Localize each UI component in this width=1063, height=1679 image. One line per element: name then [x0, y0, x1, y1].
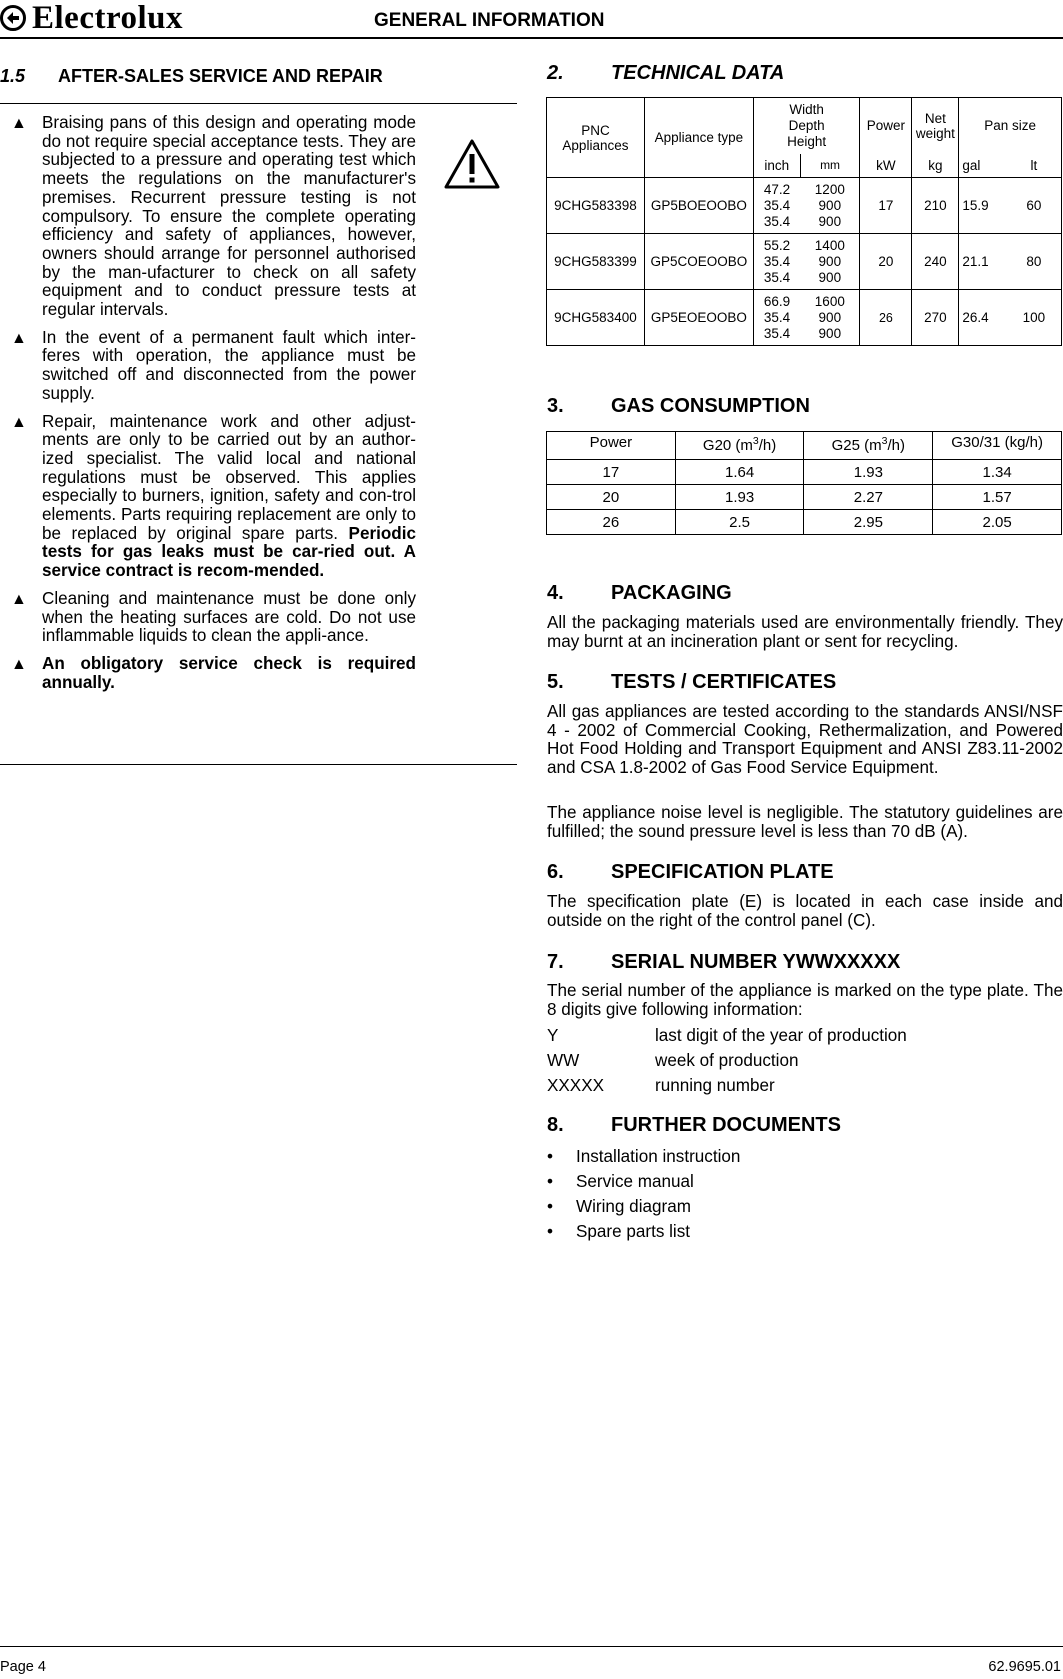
list-item: [11, 413, 416, 581]
cell-g25: 1.93: [804, 460, 933, 485]
unit-kg: kg: [912, 154, 959, 178]
header-text: G25 (m: [831, 437, 882, 454]
cell-inch: [753, 234, 800, 290]
footer-divider: [0, 1646, 1063, 1647]
cell-kw: 17: [860, 178, 912, 234]
bullet-dot: •: [547, 1222, 553, 1241]
electrolux-logo-icon: [0, 5, 26, 31]
dim-label: Height: [787, 133, 827, 149]
list-item: [547, 1194, 740, 1219]
serial-text: The serial number of the appliance is marked on the type plate. The 8 digits give following information:: [547, 981, 1063, 1019]
cell-g25: 2.27: [804, 485, 933, 510]
section-title: PACKAGING: [611, 582, 732, 604]
cell-inch: [753, 178, 800, 234]
cell-value: 66.9: [763, 293, 791, 309]
cell-kg: 270: [912, 290, 959, 346]
section-title: FURTHER DOCUMENTS: [611, 1114, 841, 1136]
col-header-power: Power: [547, 432, 676, 460]
section-number: 3.: [547, 395, 564, 417]
cell-gal: 21.1: [959, 234, 1007, 290]
header-divider: [0, 37, 1063, 39]
service-bullet-list: [11, 114, 416, 701]
cell-value: 900: [818, 253, 842, 269]
cell-value: 900: [818, 325, 842, 341]
cell-inch: [753, 290, 800, 346]
tests-paragraph-1: All gas appliances are tested according to the standards ANSI/NSF 4 - 2002 of Commercial Cooking, Rethermalization, and Powered Hot Food Holding and Transport Equipment and ANSI Z83.11-2002 and CSA 1.8-2002 of Gas Food Service Equipment.: [547, 702, 1063, 778]
table-row: [547, 510, 1062, 535]
cell-power: 20: [547, 485, 676, 510]
doc-name: Service manual: [576, 1172, 694, 1191]
section-number: 7.: [547, 951, 564, 973]
list-item: [11, 590, 416, 646]
unit-lt: lt: [1007, 154, 1062, 178]
cell-pnc: 9CHG583400: [547, 290, 645, 346]
header-superscript: 3: [752, 435, 759, 447]
tests-paragraph-2: The appliance noise level is negligible. The statutory guidelines are fulfilled; the sound pressure level is less than 70 dB (A).: [547, 803, 1063, 841]
unit-kw: kW: [860, 154, 912, 178]
cell-value: 900: [818, 269, 842, 285]
list-item: [547, 1023, 1047, 1048]
cell-kg: 240: [912, 234, 959, 290]
spec-plate-text: The specification plate (E) is located in each case inside and outside on the right of the control panel (C).: [547, 892, 1063, 930]
dim-label: Depth: [788, 117, 825, 133]
cell-type: GP5EOEOOBO: [644, 290, 753, 346]
technical-data-table: [546, 97, 1062, 346]
list-item: [11, 114, 416, 320]
cell-kw: 20: [860, 234, 912, 290]
cell-value: 1200: [814, 181, 845, 197]
header-text: /h): [887, 437, 906, 454]
gas-consumption-table: [546, 431, 1062, 535]
cell-pnc: 9CHG583399: [547, 234, 645, 290]
cell-mm: [800, 234, 860, 290]
packaging-heading: [547, 582, 732, 605]
cell-value: 55.2: [763, 237, 791, 253]
cell-g30: 1.57: [933, 485, 1062, 510]
header-text: G20 (m: [702, 437, 753, 454]
brand-logo: [0, 0, 183, 36]
cell-value: 1600: [814, 293, 845, 309]
col-header-power: Power: [860, 98, 912, 154]
section-title: TECHNICAL DATA: [611, 62, 785, 84]
further-docs-list: [547, 1144, 740, 1244]
col-header-pnc: PNC Appliances: [547, 98, 645, 178]
section-number: 4.: [547, 582, 564, 604]
unit-gal: gal: [959, 154, 1007, 178]
serial-key: XXXXX: [547, 1076, 605, 1095]
bullet-bold-text: Periodic tests for gas leaks must be car-ried out. A service contract is recom-mended.: [42, 523, 416, 581]
cell-value: 35.4: [763, 269, 791, 285]
col-header-weight: Net weight: [912, 98, 959, 154]
serial-legend: [547, 1023, 1047, 1098]
triangle-bullet-icon: ▲: [11, 329, 27, 347]
list-item: [11, 329, 416, 404]
gas-consumption-heading: [547, 395, 810, 418]
section-title: SERIAL NUMBER YWWXXXXX: [611, 951, 901, 973]
table-row: [547, 290, 1062, 346]
section-title: GAS CONSUMPTION: [611, 395, 810, 417]
bullet-dot: •: [547, 1147, 553, 1166]
cell-g20: 1.93: [675, 485, 804, 510]
serial-key: WW: [547, 1051, 580, 1070]
cell-gal: 26.4: [959, 290, 1007, 346]
list-item: [547, 1169, 740, 1194]
doc-name: Wiring diagram: [576, 1197, 691, 1216]
section-number: 8.: [547, 1114, 564, 1136]
table-row: [547, 178, 1062, 234]
cell-mm: [800, 178, 860, 234]
col-header-dims: [753, 98, 860, 154]
list-item: [547, 1048, 1047, 1073]
col-header-type: Appliance type: [644, 98, 753, 178]
cell-g25: 2.95: [804, 510, 933, 535]
table-row: [547, 234, 1062, 290]
bullet-dot: •: [547, 1197, 553, 1216]
cell-lt: 80: [1007, 234, 1062, 290]
col-header-g30: G30/31 (kg/h): [933, 432, 1062, 460]
serial-heading: [547, 951, 900, 974]
triangle-bullet-icon: ▲: [11, 590, 27, 608]
cell-type: GP5BOEOOBO: [644, 178, 753, 234]
warning-icon: [443, 138, 501, 190]
table-row: [547, 460, 1062, 485]
list-item: [11, 655, 416, 692]
cell-lt: 100: [1007, 290, 1062, 346]
serial-key: Y: [547, 1026, 559, 1045]
section-number: 5.: [547, 671, 564, 693]
cell-value: 1400: [814, 237, 845, 253]
doc-name: Spare parts list: [576, 1222, 691, 1241]
section-title: SPECIFICATION PLATE: [611, 861, 834, 883]
cell-g20: 2.5: [675, 510, 804, 535]
unit-mm: mm: [800, 154, 860, 178]
col-header-g20: [675, 432, 804, 460]
cell-value: 35.4: [763, 325, 791, 341]
section-1-5-heading: [0, 66, 383, 87]
cell-pnc: 9CHG583398: [547, 178, 645, 234]
triangle-bullet-icon: ▲: [11, 655, 27, 673]
cell-value: 900: [818, 309, 842, 325]
cell-power: 26: [547, 510, 676, 535]
cell-type: GP5COEOOBO: [644, 234, 753, 290]
further-docs-heading: [547, 1114, 841, 1137]
cell-value: 35.4: [763, 309, 791, 325]
cell-lt: 60: [1007, 178, 1062, 234]
triangle-bullet-icon: ▲: [11, 413, 27, 431]
col-header-g25: [804, 432, 933, 460]
section-number: 6.: [547, 861, 564, 883]
tests-heading: [547, 671, 836, 694]
section-divider: [0, 103, 517, 104]
cell-g20: 1.64: [675, 460, 804, 485]
bullet-text: Braising pans of this design and operating mode do not require special acceptance tests. They are subjected to a pressure and operating test which meets the regulations on the manufacturer's premises. Recurrent pressure testing is not compulsory. To ensure the complete operating efficiency and safety of appliances, however, owners should arrange for personnel authorised by the man-ufacturer to check on all safety equipment and to conduct pressure tests at regular intervals.: [42, 113, 416, 320]
document-number: 62.9695.01: [988, 1659, 1061, 1675]
header-superscript: 3: [881, 435, 888, 447]
page-number: Page 4: [0, 1659, 46, 1675]
cell-g30: 1.34: [933, 460, 1062, 485]
packaging-text: All the packaging materials used are environmentally friendly. They may burnt at an incineration plant or sent for recycling.: [547, 613, 1063, 651]
bullet-text-group: [42, 413, 416, 581]
serial-value: running number: [655, 1076, 775, 1095]
section-number: 1.5: [0, 66, 26, 86]
cell-value: 35.4: [763, 253, 791, 269]
section-number: 2.: [547, 62, 564, 84]
cell-gal: 15.9: [959, 178, 1007, 234]
list-item: [547, 1144, 740, 1169]
section-title: TESTS / CERTIFICATES: [611, 671, 837, 693]
cell-value: 35.4: [763, 213, 791, 229]
list-item: [547, 1073, 1047, 1098]
cell-power: 17: [547, 460, 676, 485]
technical-data-heading: [547, 62, 784, 85]
cell-value: 35.4: [763, 197, 791, 213]
bullet-text: In the event of a permanent fault which inter-feres with operation, the appliance must be switched off and disconnected from the power supply.: [42, 327, 416, 403]
cell-mm: [800, 290, 860, 346]
cell-kg: 210: [912, 178, 959, 234]
cell-value: 900: [818, 197, 842, 213]
header-text: /h): [758, 437, 777, 454]
page-title: GENERAL INFORMATION: [374, 10, 605, 31]
cell-kw: 26: [860, 290, 912, 346]
cell-g30: 2.05: [933, 510, 1062, 535]
list-item: [547, 1219, 740, 1244]
dim-label: Width: [789, 101, 824, 117]
triangle-bullet-icon: ▲: [11, 115, 27, 132]
unit-inch: inch: [753, 154, 800, 178]
section-title: AFTER-SALES SERVICE AND REPAIR: [58, 66, 383, 86]
bullet-bold-text: An obligatory service check is required annually.: [42, 653, 416, 692]
bullet-text: Cleaning and maintenance must be done only when the heating surfaces are cold. Do not use inflammable liquids to clean the appli-ance.: [42, 588, 416, 646]
section-divider: [0, 764, 517, 765]
bullet-dot: •: [547, 1172, 553, 1191]
table-row: [547, 485, 1062, 510]
bullet-text: Repair, maintenance work and other adjust-ments are only to be carried out by an author-ized specialist. The valid local and national regulations must be observed. This applies especially to burners, ignition, safety and con-trol elements. Parts requiring replacement are only to be replaced by original spare parts.: [42, 411, 416, 543]
serial-value: week of production: [655, 1051, 799, 1070]
doc-name: Installation instruction: [576, 1147, 741, 1166]
cell-value: 900: [818, 213, 842, 229]
brand-name: Electrolux: [32, 0, 184, 36]
spec-plate-heading: [547, 861, 834, 884]
cell-value: 47.2: [763, 181, 791, 197]
col-header-pan: Pan size: [959, 98, 1062, 154]
serial-value: last digit of the year of production: [655, 1026, 907, 1045]
